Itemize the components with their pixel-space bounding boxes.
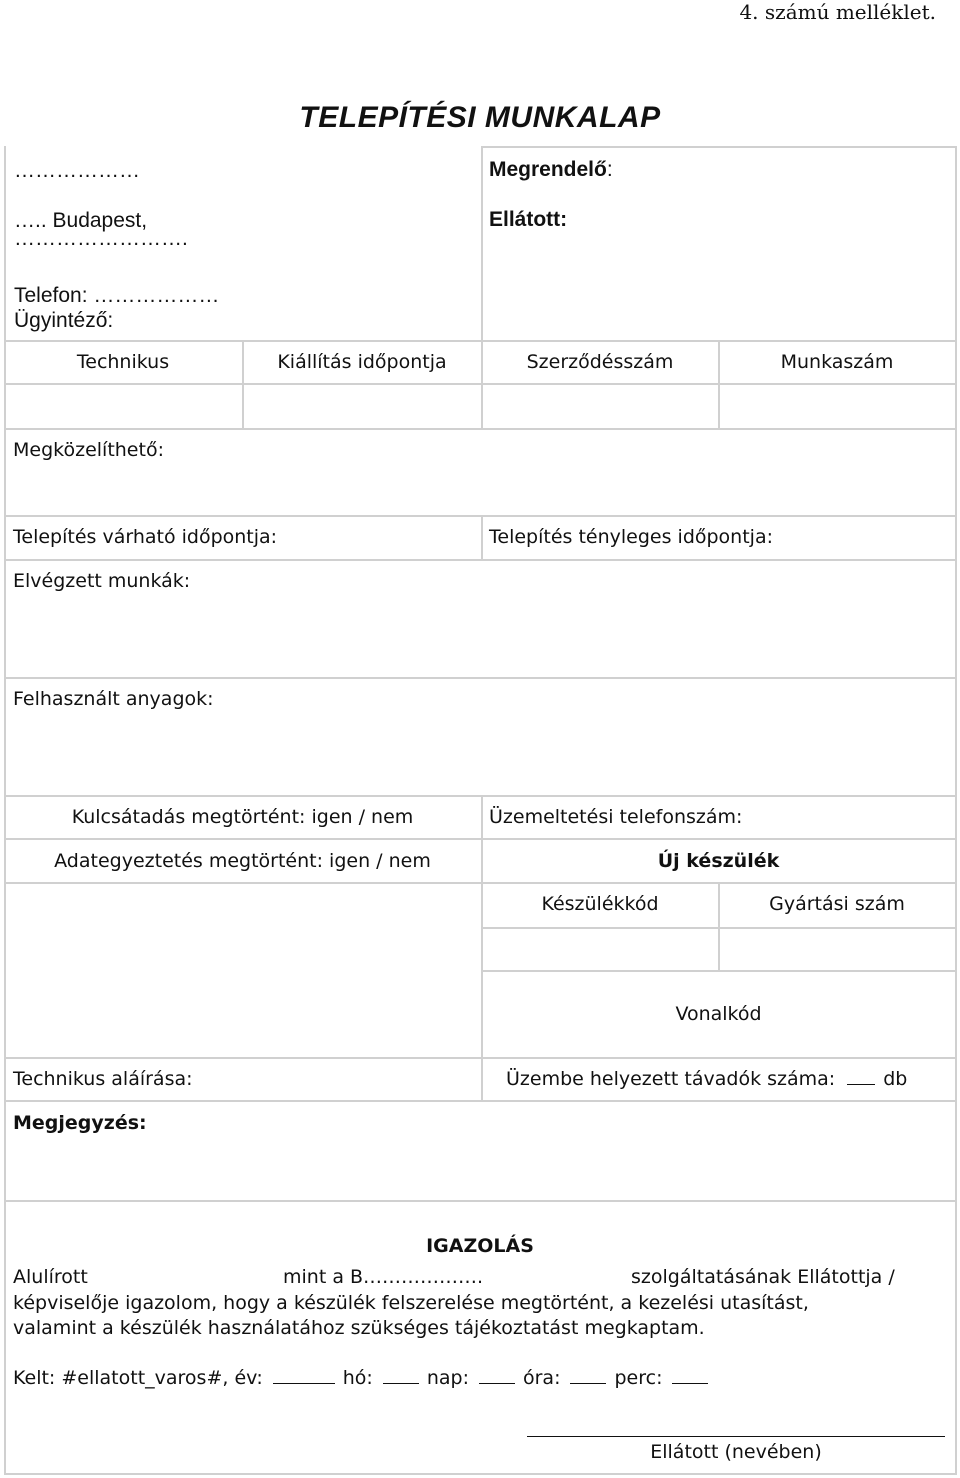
barcode-label: Vonalkód xyxy=(675,1003,762,1025)
col-contract-number: Szerződésszám xyxy=(526,351,674,373)
appendix-label: 4. számú melléklet. xyxy=(739,0,936,24)
new-device-label: Új készülék xyxy=(657,850,780,872)
certificate-line3: valamint a készülék használatához szükséges tájékoztatást megkaptam. xyxy=(13,1317,705,1339)
device-code-label: Készülékkód xyxy=(541,893,659,915)
certificate-line1-a: Alulírott xyxy=(13,1266,88,1288)
address-city: ….. Budapest, xyxy=(14,209,148,232)
agent-label: Ügyintéző: xyxy=(14,309,114,332)
col-technician: Technikus xyxy=(76,351,170,373)
col-issue-date: Kiállítás időpontja xyxy=(277,351,447,373)
key-handover-label: Kulcsátadás megtörtént: igen / nem xyxy=(71,806,414,828)
certificate-heading: IGAZOLÁS xyxy=(426,1235,534,1257)
signature-caption: Ellátott (nevében) xyxy=(650,1441,822,1463)
operating-phone-label: Üzemeltetési telefonszám: xyxy=(489,806,743,828)
dated-line: Kelt: #ellatott_varos#, év: hó: nap: óra: perc: xyxy=(13,1367,712,1389)
accessible-label: Megközelíthető: xyxy=(13,439,164,461)
form-title: TELEPÍTÉSI MUNKALAP xyxy=(299,101,661,134)
technician-signature-label: Technikus aláírása: xyxy=(13,1068,193,1090)
expected-date-label: Telepítés várható időpontja: xyxy=(13,526,278,548)
served-label: Ellátott: xyxy=(489,208,568,231)
notes-label: Megjegyzés: xyxy=(13,1112,147,1134)
orderer-label: Megrendelő: xyxy=(489,158,613,181)
remotes-count: Üzembe helyezett távadók száma: db xyxy=(506,1068,908,1090)
address-street: ……………………. xyxy=(14,227,188,250)
phone-label: Telefon: ……………… xyxy=(14,284,220,307)
data-reconcile-label: Adategyeztetés megtörtént: igen / nem xyxy=(54,850,431,872)
certificate-line1-c: szolgáltatásának Ellátottja / xyxy=(631,1266,895,1288)
col-work-number: Munkaszám xyxy=(780,351,894,373)
materials-label: Felhasznált anyagok: xyxy=(13,688,214,710)
work-done-label: Elvégzett munkák: xyxy=(13,570,191,592)
serial-label: Gyártási szám xyxy=(769,893,905,915)
certificate-line1-b: mint a B………………. xyxy=(283,1266,484,1288)
certificate-line2: képviselője igazolom, hogy a készülék felszerelése megtörtént, a kezelési utasítást, xyxy=(13,1292,809,1314)
signature-line xyxy=(527,1436,945,1437)
address-dots: ……………… xyxy=(14,159,140,182)
actual-date-label: Telepítés tényleges időpontja: xyxy=(489,526,773,548)
